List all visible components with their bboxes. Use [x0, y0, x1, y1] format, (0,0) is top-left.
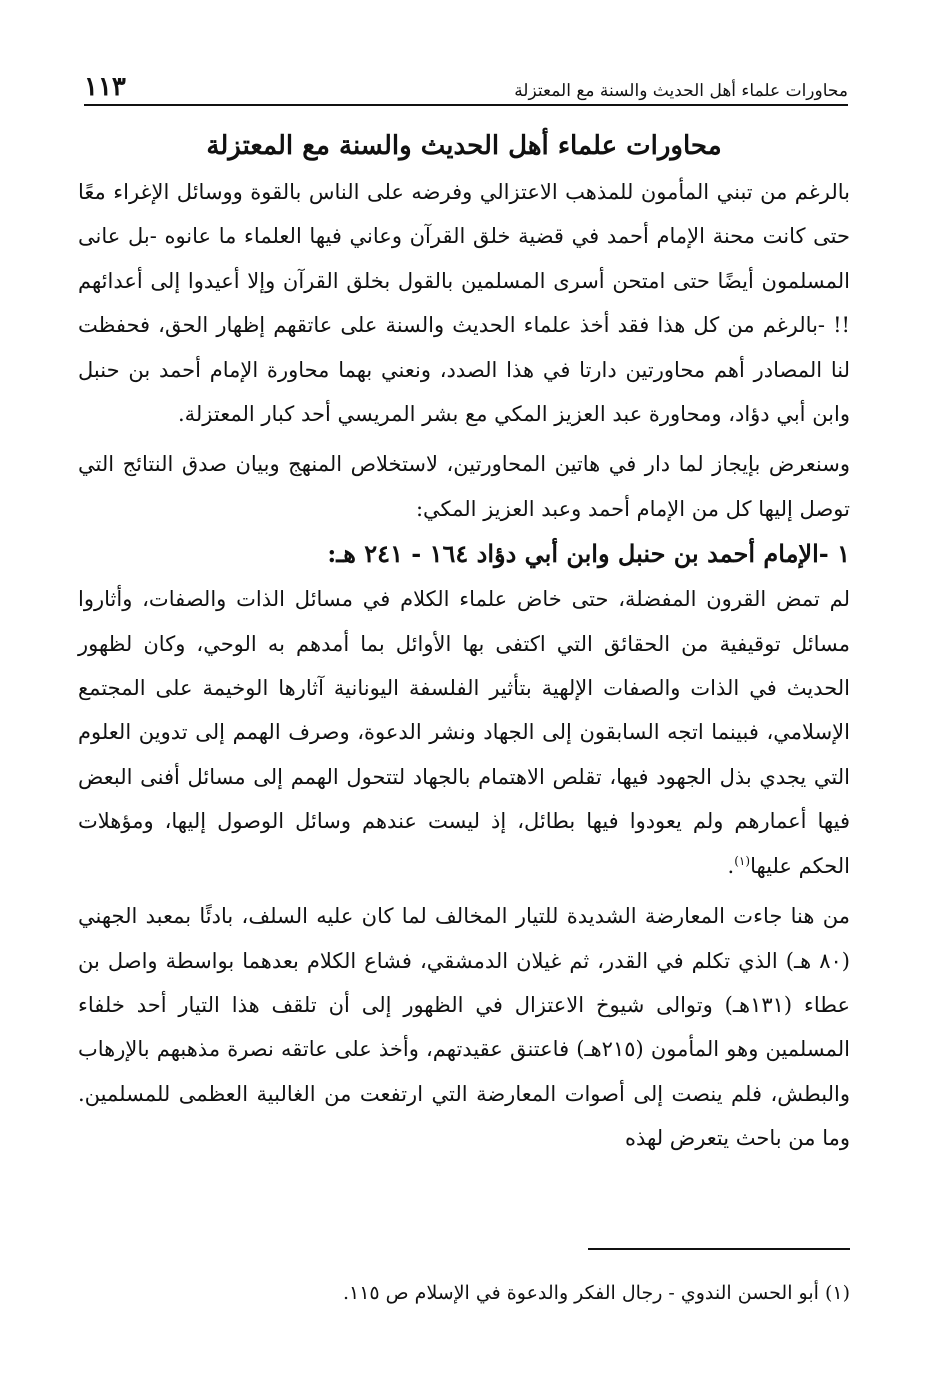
- chapter-title: محاورات علماء أهل الحديث والسنة مع المعتزلة: [206, 131, 722, 161]
- page-body: [78, 118, 850, 1161]
- paragraph-1: بالرغم من تبني المأمون للمذهب الاعتزالي وفرضه على الناس بالقوة ووسائل الإغراء معًا حتى كانت محنة الإمام أحمد في قضية خلق القرآن وعاني فيها العلماء ما عانوه -بل عانى المسلمون أيضًا حتى امتحن أسرى المسلمين بالقول بخلق القرآن وإلا أعيدوا إلى أعدائهم !! -بالرغم من كل هذا فقد أخذ علماء الحديث والسنة على عاتقهم إظهار الحق، فحفظت لنا المصادر أهم محاورتين دارتا في هذا الصدد، ونعني بهما محاورة الإمام أحمد بن حنبل وابن أبي دؤاد، ومحاورة عبد العزيز المكي مع بشر المريسي أحد كبار المعتزلة.: [78, 180, 850, 427]
- running-header: [84, 62, 848, 106]
- page-number: ١١٣: [84, 72, 126, 102]
- section-heading: ١ -الإمام أحمد بن حنبل وابن أبي دؤاد ١٦٤ - ٢٤١ هـ:: [327, 539, 850, 569]
- running-title: محاورات علماء أهل الحديث والسنة مع المعتزلة: [514, 81, 848, 101]
- paragraph-3: [78, 577, 850, 888]
- paragraph-4: من هنا جاءت المعارضة الشديدة للتيار المخالف لما كان عليه السلف، بادئًا بمعبد الجهني (٨٠ هـ) الذي تكلم في القدر، ثم غيلان الدمشقي، فشاع الكلام بعدهما بواسطة واصل بن عطاء (١٣١هـ) وتوالى شيوخ الاعتزال في الظهور إلى أن تلقف هذا التيار أحد خلفاء المسلمين وهو المأمون (٢١٥هـ) فاعتنق عقيدتهم، وأخذ على عاتقه نصرة مذهبهم بالإرهاب والبطش، فلم ينصت إلى أصوات المعارضة التي ارتفعت من الغالبية العظمى للمسلمين. وما من باحث يتعرض لهذه: [78, 904, 851, 1151]
- footnote: (١) أبو الحسن الندوي - رجال الفكر والدعوة في الإسلام ص ١١٥.: [342, 1282, 850, 1304]
- paragraph-3-end: .: [727, 853, 735, 878]
- paragraph-2: وسنعرض بإيجاز لما دار في هاتين المحاورتين، لاستخلاص المنهج وبيان صدق النتائج التي توصل إليها كل من الإمام أحمد وعبد العزيز المكي:: [78, 452, 850, 521]
- paragraph-3-text: لم تمض القرون المفضلة، حتى خاض علماء الكلام في مسائل الذات والصفات، وأثاروا مسائل توقيفية من الحقائق التي اكتفى بها الأوائل بما أمدهم به الوحي، وكان لظهور الحديث في الذات والصفات الإلهية بتأثير الفلسفة اليونانية آثارها الوخيمة على المجتمع الإسلامي، فبينما اتجه السابقون إلى الجهاد ونشر الدعوة، وصرف الهمم إلى تدوين العلوم التي يجدي بذل الجهود فيها، تقلص الاهتمام بالجهاد لتتحول الهمم إلى مسائل أفنى البعض فيها أعمارهم ولم يعودوا فيها بطائل، إذ ليست عندهم وسائل الوصول إليها، ومؤهلات الحكم عليها: [78, 587, 850, 878]
- footnote-divider: [588, 1248, 850, 1250]
- footnote-reference[interactable]: (١): [734, 853, 751, 868]
